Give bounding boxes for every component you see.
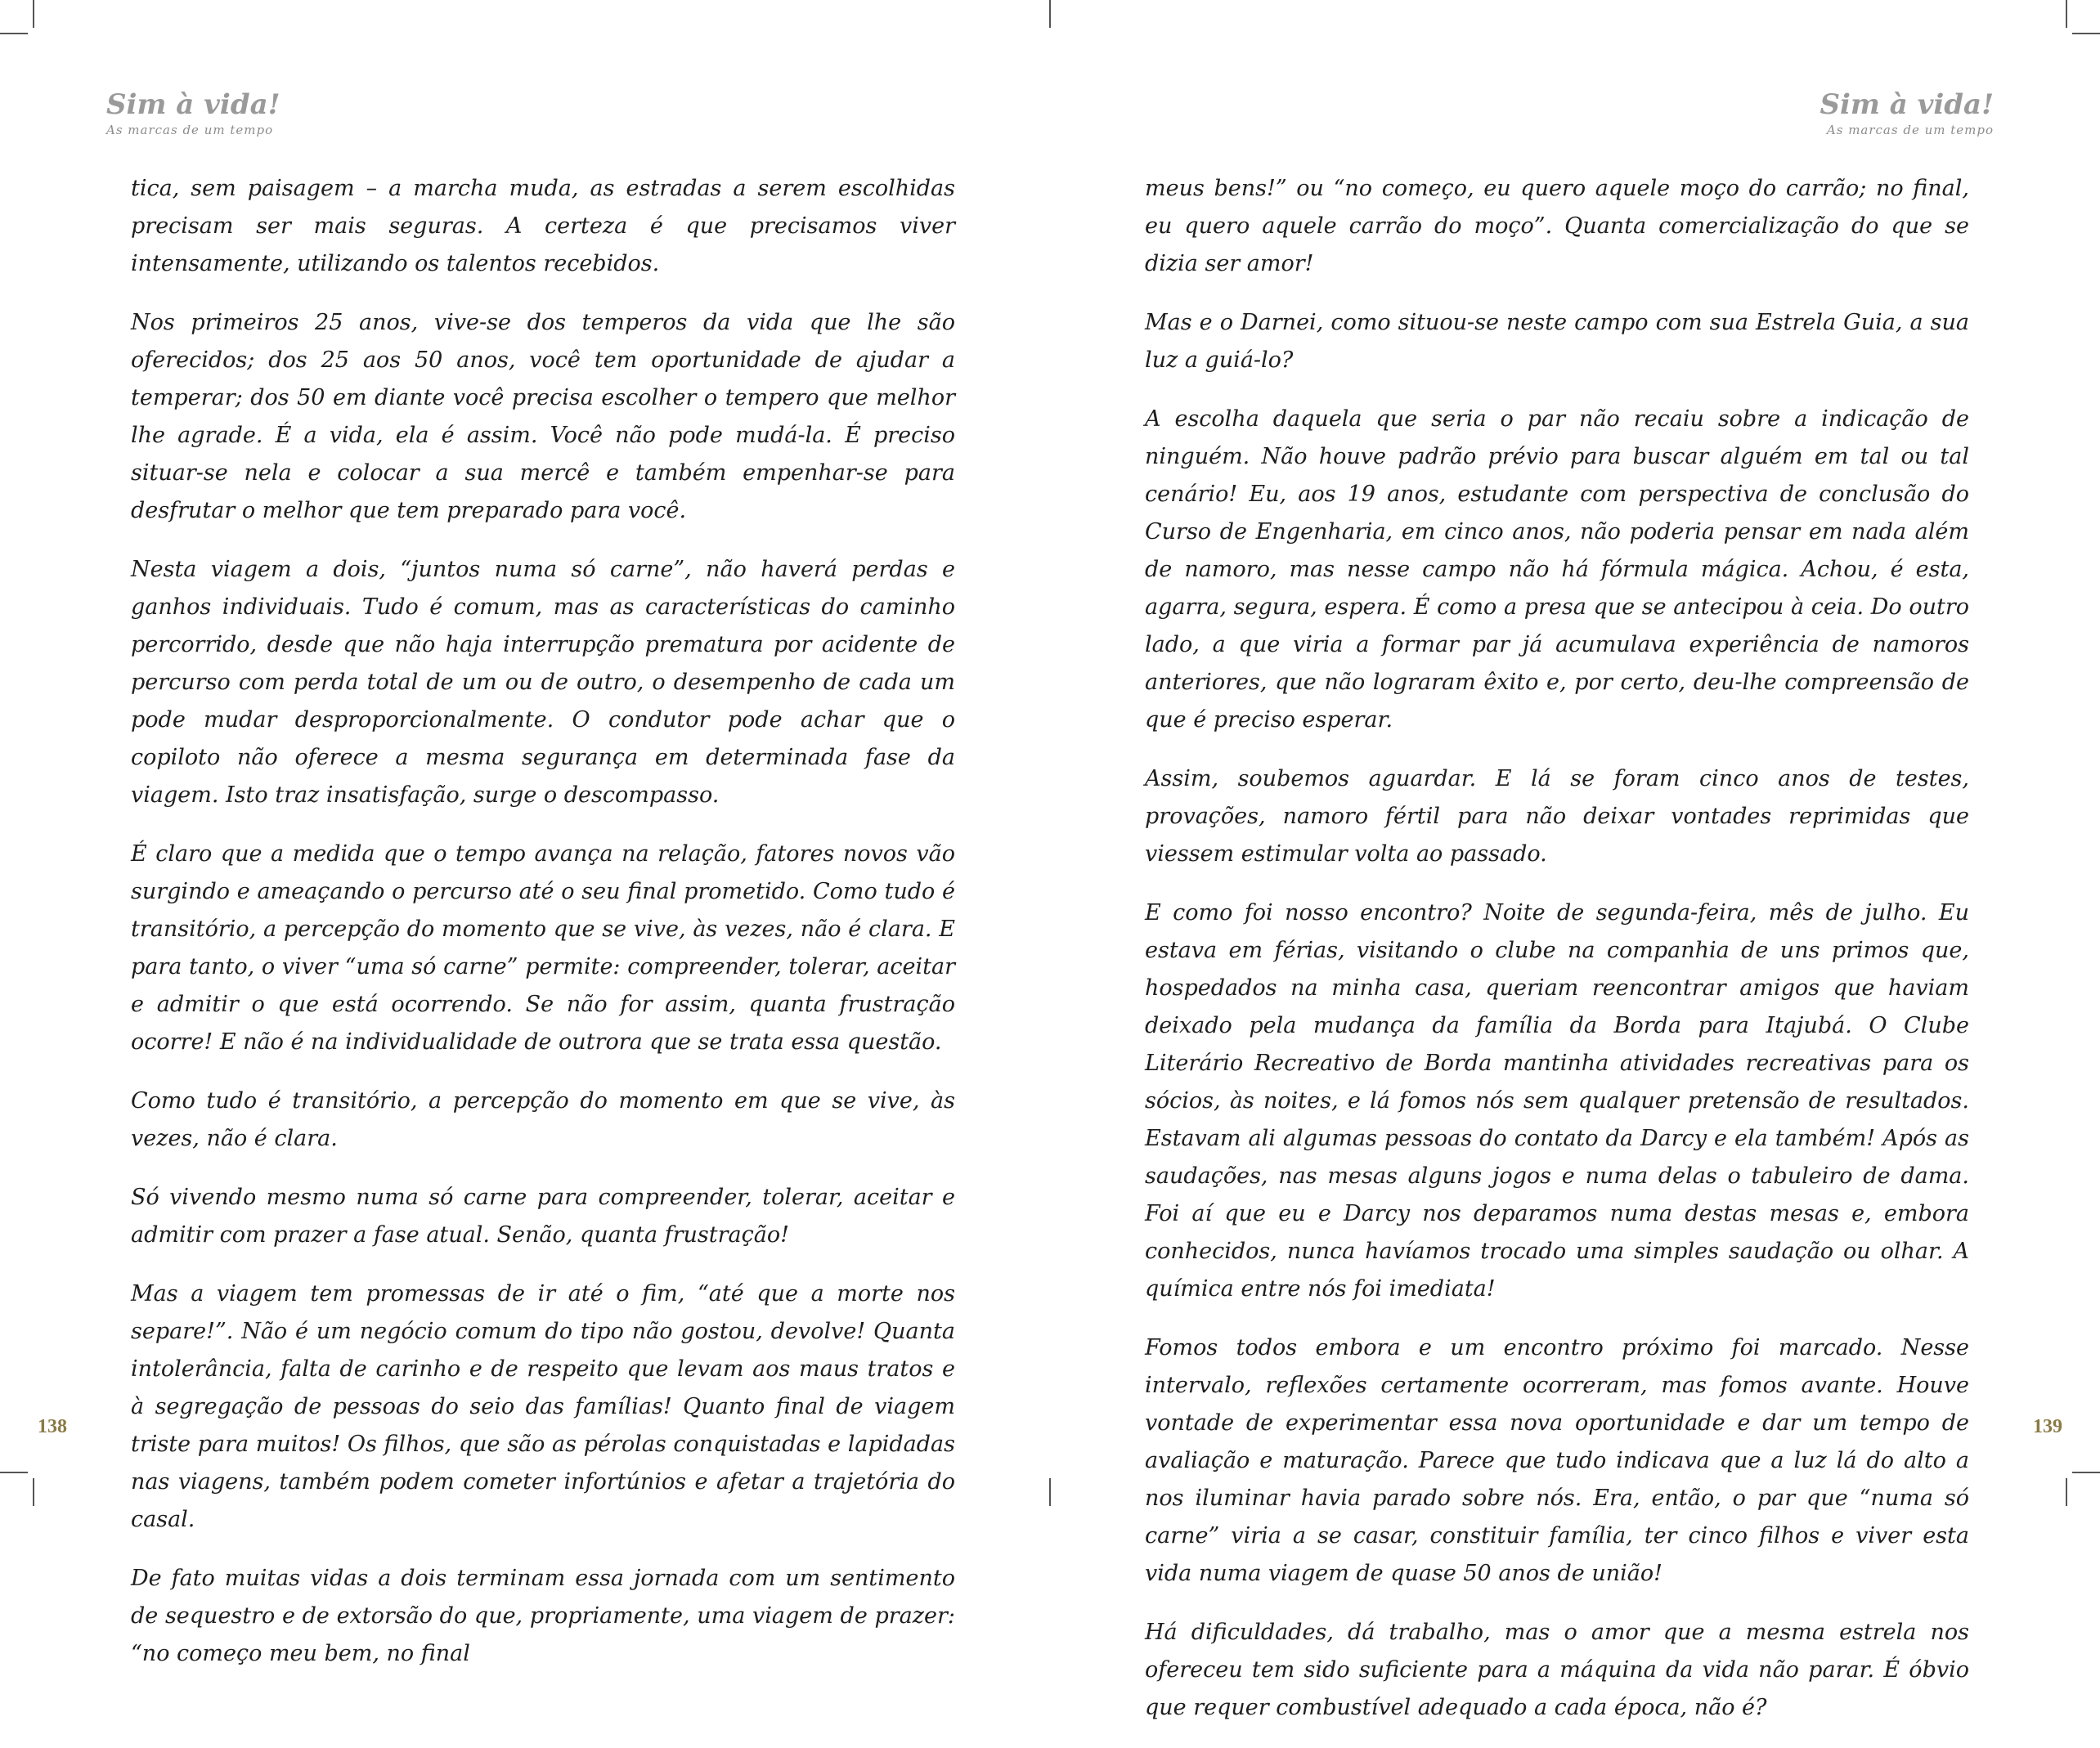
running-head-subtitle: As marcas de um tempo [1826, 123, 1994, 137]
paragraph: Nos primeiros 25 anos, vive-se dos temperos da vida que lhe são oferecidos; dos 25 aos 50 anos, você tem oportunidade de ajudar a temperar; dos 50 em diante você precisa escolher o tempero que melhor lhe agrade. É a vida, ela é assim. Você não pode mudá-la. É preciso situar-se nela e colocar a sua mercê e também empenhar-se para desfrutar o melhor que tem preparado para você. [131, 310, 955, 523]
paragraph: Como tudo é transitório, a percepção do momento em que se vive, às vezes, não é clara. [131, 1088, 955, 1151]
running-head-title: Sim à vida! [106, 88, 280, 121]
page-number: 138 [38, 1416, 67, 1437]
paragraph: E como foi nosso encontro? Noite de segunda-feira, mês de julho. Eu estava em férias, visitando o clube na companhia de uns primos que, hospedados na minha casa, queriam reencontrar amigos que haviam deixado pela mudança da família da Borda para Itajubá. O Clube Literário Recreativo de Borda mantinha atividades recreativas para os sócios, às noites, e lá fomos nós sem qualquer pretensão de resultados. Estavam ali algumas pessoas do contato da Darcy e ela também! Após as saudações, nas mesas alguns jogos e numa delas o tabuleiro de dama. Foi aí que eu e Darcy nos deparamos numa destas mesas e, embora conhecidos, nunca havíamos trocado uma simples saudação ou olhar. A química entre nós foi imediata! [1145, 900, 1969, 1302]
right-page [1050, 0, 2100, 1720]
paragraph: meus bens!” ou “no começo, eu quero aquele moço do carrão; no final, eu quero aquele carrão do moço”. Quanta comercialização do que se dizia ser amor! [1145, 176, 1969, 276]
running-head-title: Sim à vida! [1820, 88, 1994, 121]
paragraph: De fato muitas vidas a dois terminam essa jornada com um sentimento de sequestro e de extorsão do que, propriamente, uma viagem de prazer: “no começo meu bem, no final [131, 1566, 955, 1666]
paragraph: A escolha daquela que seria o par não recaiu sobre a indicação de ninguém. Não houve padrão prévio para buscar alguém em tal ou tal cenário! Eu, aos 19 anos, estudante com perspectiva de conclusão do Curso de Engenharia, em cinco anos, não poderia pensar em nada além de namoro, mas nesse campo não há fórmula mágica. Achou, é esta, agarra, segura, espera. É como a presa que se antecipou à ceia. Do outro lado, a que viria a formar par já acumulava experiência de namoros anteriores, que não lograram êxito e, por certo, deu-lhe compreensão de que é preciso esperar. [1145, 406, 1969, 733]
left-page [0, 0, 1050, 1666]
paragraph: Só vivendo mesmo numa só carne para compreender, tolerar, aceitar e admitir com prazer a fase atual. Senão, quanta frustração! [131, 1185, 955, 1248]
paragraph: Mas e o Darnei, como situou-se neste campo com sua Estrela Guia, a sua luz a guiá-lo? [1145, 310, 1969, 373]
paragraph: Fomos todos embora e um encontro próximo foi marcado. Nesse intervalo, reflexões certamente ocorreram, mas fomos avante. Houve vontade de experimentar essa nova oportunidade e dar um tempo de avaliação e maturação. Parece que tudo indicava que a luz lá do alto a nos iluminar havia parado sobre nós. Era, então, o par que “numa só carne” viria a se casar, constituir família, ter cinco filhos e viver esta vida numa viagem de quase 50 anos de união! [1145, 1335, 1969, 1586]
running-head [106, 88, 280, 137]
paragraph: Há dificuldades, dá trabalho, mas o amor que a mesma estrela nos ofereceu tem sido suficiente para a máquina da vida não parar. É óbvio que requer combustível adequado a cada época, não é? [1145, 1620, 1969, 1720]
running-head [1820, 88, 1994, 137]
page-number: 139 [2033, 1416, 2062, 1437]
paragraph: Nesta viagem a dois, “juntos numa só carne”, não haverá perdas e ganhos individuais. Tudo é comum, mas as características do caminho percorrido, desde que não haja interrupção prematura por acidente de percurso com perda total de um ou de outro, o desempenho de cada um pode mudar desproporcionalmente. O condutor pode achar que o copiloto não oferece a mesma segurança em determinada fase da viagem. Isto traz insatisfação, surge o descompasso. [131, 557, 955, 808]
running-head-subtitle: As marcas de um tempo [106, 123, 274, 137]
body-text [131, 170, 955, 1694]
body-text [1145, 170, 1969, 1748]
paragraph: Mas a viagem tem promessas de ir até o fim, “até que a morte nos separe!”. Não é um negócio comum do tipo não gostou, devolve! Quanta intolerância, falta de carinho e de respeito que levam aos maus tratos e à segregação de pessoas do seio das famílias! Quanto final de viagem triste para muitos! Os filhos, que são as pérolas conquistadas e lapidadas nas viagens, também podem cometer infortúnios e afetar a trajetória do casal. [131, 1281, 955, 1532]
paragraph: É claro que a medida que o tempo avança na relação, fatores novos vão surgindo e ameaçando o percurso até o seu final prometido. Como tudo é transitório, a percepção do momento que se vive, às vezes, não é clara. E para tanto, o viver “uma só carne” permite: compreender, tolerar, aceitar e admitir o que está ocorrendo. Se não for assim, quanta frustração ocorre! E não é na individualidade de outrora que se trata essa questão. [131, 841, 955, 1055]
paragraph: tica, sem paisagem – a marcha muda, as estradas a serem escolhidas precisam ser mais seguras. A certeza é que precisamos viver intensamente, utilizando os talentos recebidos. [131, 176, 955, 276]
paragraph: Assim, soubemos aguardar. E lá se foram cinco anos de testes, provações, namoro fértil para não deixar vontades reprimidas que viessem estimular volta ao passado. [1145, 766, 1969, 867]
